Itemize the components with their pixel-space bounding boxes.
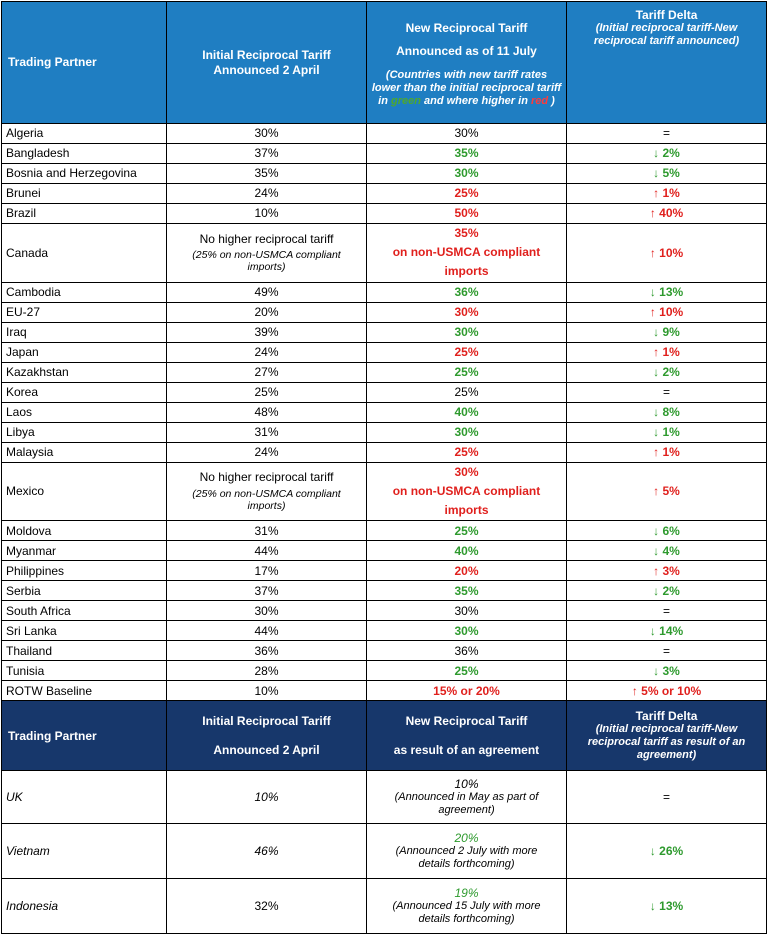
country-name-text: Canada [6, 245, 49, 260]
tariff-delta-value: = [662, 790, 670, 805]
tariff-delta-cell [567, 561, 767, 581]
new-tariff-value: 30% [454, 126, 479, 141]
initial-tariff-value: 37% [254, 146, 279, 161]
table-row [2, 144, 767, 164]
country-name-text: Iraq [6, 324, 27, 339]
initial-tariff-cell [167, 422, 367, 442]
initial-tariff-cell [167, 442, 367, 462]
initial-tariff-cell [167, 124, 367, 144]
initial-tariff-value: 10% [254, 206, 279, 221]
new-tariff-note: on non-USMCA compliant imports [392, 483, 541, 517]
tariff-delta-cell [567, 541, 767, 561]
initial-tariff-value: 24% [254, 186, 279, 201]
initial-tariff-value: 39% [254, 324, 279, 339]
initial-tariff-cell [167, 521, 367, 541]
new-tariff-value: 25% [454, 384, 479, 399]
initial-tariff-value: 28% [254, 663, 279, 678]
country-name [2, 402, 167, 422]
initial-tariff-value: No higher reciprocal tariff [199, 470, 334, 485]
new-tariff-cell [367, 561, 567, 581]
country-name-text: Indonesia [6, 899, 59, 914]
tariff-delta-cell [567, 621, 767, 641]
tariff-delta-cell [567, 402, 767, 422]
initial-tariff-cell [167, 824, 367, 879]
agreement-row [2, 771, 767, 824]
tariff-delta-value: ↑ 5% or 10% [631, 683, 702, 698]
tariff-delta-cell [567, 282, 767, 302]
new-tariff-cell [367, 601, 567, 621]
country-name [2, 184, 167, 204]
initial-tariff-cell [167, 641, 367, 661]
header-row-initial [2, 2, 767, 124]
tariff-delta-cell [567, 302, 767, 322]
new-tariff-value: 50% [454, 206, 479, 221]
new-tariff-cell [367, 402, 567, 422]
country-name [2, 824, 167, 879]
country-name [2, 641, 167, 661]
country-name-text: Myanmar [6, 543, 57, 558]
country-name [2, 661, 167, 681]
country-name [2, 342, 167, 362]
table-row [2, 184, 767, 204]
header-tariff-delta-note: (Initial reciprocal tariff-New reciprocal tariff announced) [593, 22, 740, 48]
country-name-text: South Africa [6, 603, 71, 618]
table-row [2, 342, 767, 362]
initial-tariff-cell [167, 561, 367, 581]
initial-tariff-value: 36% [254, 643, 279, 658]
new-tariff-value: 25% [454, 186, 479, 201]
header2-delta-title: Tariff Delta [635, 709, 698, 724]
new-tariff-cell [367, 462, 567, 521]
table-row [2, 124, 767, 144]
header2-trading-partner: Trading Partner [2, 701, 167, 771]
country-name [2, 581, 167, 601]
tariff-delta-cell [567, 661, 767, 681]
tariff-delta-value: = [662, 643, 670, 658]
new-tariff-cell [367, 184, 567, 204]
new-tariff-cell [367, 302, 567, 322]
country-name [2, 561, 167, 581]
tariff-delta-cell [567, 601, 767, 621]
country-name-text: Brunei [6, 186, 41, 201]
tariff-delta-value: ↑ 40% [649, 206, 684, 221]
country-name-text: Malaysia [6, 444, 54, 459]
new-tariff-cell [367, 282, 567, 302]
header2-initial-sub: Announced 2 April [213, 742, 320, 757]
tariff-delta-value: ↓ 2% [653, 364, 680, 379]
table-row [2, 302, 767, 322]
country-name-text: Mexico [6, 484, 45, 499]
country-name [2, 621, 167, 641]
new-tariff-value: 36% [454, 643, 479, 658]
country-name-text: Korea [6, 384, 39, 399]
country-name [2, 521, 167, 541]
country-name-text: Laos [6, 404, 33, 419]
new-tariff-value: 30% [454, 424, 479, 439]
country-name [2, 601, 167, 621]
country-name [2, 124, 167, 144]
country-name-text: Vietnam [6, 844, 50, 859]
country-name-text: Bangladesh [6, 146, 70, 161]
tariff-delta-cell [567, 771, 767, 824]
tariff-delta-cell [567, 422, 767, 442]
initial-tariff-value: 46% [254, 844, 279, 859]
country-name [2, 442, 167, 462]
initial-tariff-value: 35% [254, 166, 279, 181]
tariff-delta-value: ↓ 2% [653, 146, 680, 161]
tariff-delta-value: ↓ 4% [653, 543, 680, 558]
initial-tariff-cell [167, 879, 367, 934]
tariff-delta-value: ↓ 3% [653, 663, 680, 678]
country-name-text: Cambodia [6, 284, 61, 299]
new-tariff-cell [367, 342, 567, 362]
new-tariff-cell [367, 322, 567, 342]
new-tariff-value: 30% [454, 603, 479, 618]
tariff-delta-value: = [662, 126, 670, 141]
table-row [2, 322, 767, 342]
table-row [2, 641, 767, 661]
table-row [2, 681, 767, 701]
new-tariff-value: 25% [454, 444, 479, 459]
initial-tariff-value: 30% [254, 603, 279, 618]
tariff-delta-cell [567, 824, 767, 879]
tariff-delta-value: ↓ 13% [649, 899, 684, 914]
country-name-text: Bosnia and Herzegovina [6, 166, 137, 181]
new-tariff-value: 19% [454, 886, 479, 901]
initial-tariff-cell [167, 322, 367, 342]
tariff-table [1, 1, 767, 934]
country-name-text: Brazil [6, 206, 37, 221]
new-tariff-cell [367, 621, 567, 641]
tariff-delta-value: ↓ 5% [653, 166, 680, 181]
country-name [2, 771, 167, 824]
new-tariff-cell [367, 362, 567, 382]
initial-tariff-value: 31% [254, 424, 279, 439]
new-tariff-cell [367, 144, 567, 164]
initial-tariff-cell [167, 541, 367, 561]
new-tariff-value: 35% [454, 226, 479, 240]
new-tariff-value: 30% [454, 304, 479, 319]
initial-tariff-cell [167, 681, 367, 701]
header-initial-tariff: Initial Reciprocal Tariff Announced 2 April [167, 2, 367, 124]
table-row [2, 204, 767, 224]
initial-tariff-value: 24% [254, 344, 279, 359]
country-name [2, 144, 167, 164]
initial-tariff-cell [167, 382, 367, 402]
tariff-delta-value: ↓ 8% [653, 404, 680, 419]
table-row [2, 164, 767, 184]
initial-tariff-note: (25% on non-USMCA compliant imports) [192, 248, 341, 274]
new-tariff-value: 30% [454, 166, 479, 181]
table-row [2, 442, 767, 462]
tariff-delta-value: ↓ 6% [653, 523, 680, 538]
header-tariff-delta-title: Tariff Delta [635, 8, 698, 22]
tariff-delta-value: = [662, 384, 670, 399]
country-name [2, 282, 167, 302]
new-tariff-cell [367, 824, 567, 879]
initial-tariff-cell [167, 462, 367, 521]
header-new-tariff-note: (Countries with new tariff rates lower than the initial reciprocal tariff in green and where higher in red ) [371, 68, 562, 107]
new-tariff-note: (Announced 2 July with more details forthcoming) [395, 845, 538, 871]
tariff-delta-cell [567, 184, 767, 204]
new-tariff-cell [367, 641, 567, 661]
new-tariff-cell [367, 771, 567, 824]
table-row [2, 581, 767, 601]
initial-tariff-cell [167, 164, 367, 184]
initial-tariff-cell [167, 581, 367, 601]
table-row [2, 362, 767, 382]
header-new-tariff [367, 2, 567, 124]
header2-new-sub: as result of an agreement [393, 742, 540, 757]
initial-tariff-value: 10% [254, 790, 279, 805]
initial-tariff-value: 31% [254, 523, 279, 538]
new-tariff-cell [367, 541, 567, 561]
table-row [2, 661, 767, 681]
tariff-delta-cell [567, 442, 767, 462]
tariff-delta-value: ↑ 1% [653, 186, 680, 201]
new-tariff-note: (Announced in May as part of agreement) [394, 791, 539, 817]
table-row [2, 402, 767, 422]
initial-tariff-value: 48% [254, 404, 279, 419]
tariff-delta-value: ↑ 3% [653, 563, 680, 578]
new-tariff-cell [367, 681, 567, 701]
new-tariff-value: 40% [454, 543, 479, 558]
country-name-text: Thailand [6, 643, 53, 658]
new-tariff-cell [367, 422, 567, 442]
header-new-tariff-sub: Announced as of 11 July [396, 44, 537, 59]
new-tariff-cell [367, 382, 567, 402]
header2-tariff-delta [567, 701, 767, 771]
tariff-delta-value: ↑ 1% [653, 344, 680, 359]
new-tariff-cell [367, 581, 567, 601]
tariff-delta-cell [567, 581, 767, 601]
initial-tariff-cell [167, 601, 367, 621]
new-tariff-value: 36% [454, 284, 479, 299]
table-row [2, 541, 767, 561]
country-name [2, 681, 167, 701]
tariff-delta-cell [567, 362, 767, 382]
initial-tariff-value: 37% [254, 583, 279, 598]
initial-tariff-cell [167, 771, 367, 824]
table-row [2, 621, 767, 641]
initial-tariff-value: 30% [254, 126, 279, 141]
tariff-delta-cell [567, 879, 767, 934]
new-tariff-value: 25% [454, 364, 479, 379]
new-tariff-value: 20% [454, 563, 479, 578]
initial-tariff-cell [167, 302, 367, 322]
tariff-delta-cell [567, 382, 767, 402]
country-name [2, 224, 167, 283]
tariff-delta-value: ↑ 10% [649, 245, 684, 260]
country-name-text: Philippines [6, 563, 65, 578]
initial-tariff-cell [167, 661, 367, 681]
table-row [2, 382, 767, 402]
new-tariff-note: (Announced 15 July with more details forthcoming) [392, 900, 541, 926]
header-row-agreement [2, 701, 767, 771]
new-tariff-cell [367, 204, 567, 224]
country-name-text: Serbia [6, 583, 41, 598]
initial-tariff-value: 10% [254, 683, 279, 698]
country-name [2, 204, 167, 224]
tariff-delta-value: ↓ 14% [649, 623, 684, 638]
table-row [2, 521, 767, 541]
table-row [2, 561, 767, 581]
table-row [2, 601, 767, 621]
header-tariff-delta [567, 2, 767, 124]
tariff-delta-value: ↑ 5% [653, 484, 680, 499]
initial-tariff-value: 49% [254, 284, 279, 299]
new-tariff-value: 10% [454, 777, 479, 792]
country-name-text: Libya [6, 424, 35, 439]
header2-new-tariff [367, 701, 567, 771]
tariff-delta-cell [567, 342, 767, 362]
initial-tariff-cell [167, 342, 367, 362]
header2-new-title: New Reciprocal Tariff [405, 713, 528, 728]
country-name-text: Japan [6, 344, 39, 359]
country-name-text: EU-27 [6, 304, 41, 319]
tariff-delta-cell [567, 641, 767, 661]
country-name-text: Kazakhstan [6, 364, 69, 379]
new-tariff-note: on non-USMCA compliant imports [392, 245, 541, 279]
tariff-delta-cell [567, 462, 767, 521]
table-row [2, 422, 767, 442]
new-tariff-cell [367, 224, 567, 283]
new-tariff-value: 25% [454, 344, 479, 359]
new-tariff-value: 35% [454, 583, 479, 598]
tariff-delta-value: ↓ 13% [649, 284, 684, 299]
tariff-delta-cell [567, 124, 767, 144]
country-name [2, 164, 167, 184]
initial-tariff-value: 32% [254, 899, 279, 914]
country-name-text: ROTW Baseline [6, 683, 93, 698]
new-tariff-value: 25% [454, 663, 479, 678]
country-name-text: Tunisia [6, 663, 45, 678]
initial-tariff-value: 44% [254, 623, 279, 638]
new-tariff-value: 20% [454, 831, 479, 846]
new-tariff-value: 35% [454, 146, 479, 161]
country-name [2, 879, 167, 934]
initial-tariff-value: 20% [254, 304, 279, 319]
tariff-delta-value: ↓ 26% [649, 844, 684, 859]
new-tariff-cell [367, 164, 567, 184]
country-name-text: Algeria [6, 126, 44, 141]
tariff-delta-cell [567, 144, 767, 164]
new-tariff-value: 30% [454, 324, 479, 339]
table-row [2, 462, 767, 521]
initial-tariff-value: 17% [254, 563, 279, 578]
country-name [2, 362, 167, 382]
tariff-delta-value: = [662, 603, 670, 618]
tariff-delta-cell [567, 681, 767, 701]
new-tariff-cell [367, 879, 567, 934]
tariff-delta-cell [567, 204, 767, 224]
initial-tariff-cell [167, 144, 367, 164]
initial-tariff-value: 25% [254, 384, 279, 399]
new-tariff-value: 15% or 20% [433, 683, 500, 698]
tariff-delta-value: ↓ 1% [653, 424, 680, 439]
table-row [2, 224, 767, 283]
initial-tariff-cell [167, 621, 367, 641]
initial-tariff-cell [167, 362, 367, 382]
country-name [2, 302, 167, 322]
country-name [2, 541, 167, 561]
new-tariff-value: 30% [454, 623, 479, 638]
country-name [2, 462, 167, 521]
new-tariff-value: 25% [454, 523, 479, 538]
new-tariff-cell [367, 442, 567, 462]
initial-tariff-cell [167, 184, 367, 204]
tariff-delta-cell [567, 164, 767, 184]
tariff-delta-cell [567, 322, 767, 342]
tariff-delta-cell [567, 521, 767, 541]
initial-tariff-value: 27% [254, 364, 279, 379]
tariff-delta-cell [567, 224, 767, 283]
country-name [2, 422, 167, 442]
tariff-delta-value: ↓ 9% [653, 324, 680, 339]
header-new-tariff-title: New Reciprocal Tariff [405, 21, 528, 36]
header2-initial-title: Initial Reciprocal Tariff [202, 713, 331, 728]
initial-tariff-cell [167, 402, 367, 422]
header2-initial-tariff [167, 701, 367, 771]
tariff-delta-value: ↑ 1% [653, 444, 680, 459]
initial-tariff-value: No higher reciprocal tariff [199, 231, 334, 246]
agreement-row [2, 824, 767, 879]
initial-tariff-cell [167, 282, 367, 302]
new-tariff-cell [367, 521, 567, 541]
header-trading-partner: Trading Partner [2, 2, 167, 124]
new-tariff-value: 40% [454, 404, 479, 419]
tariff-delta-value: ↑ 10% [649, 304, 684, 319]
country-name-text: UK [6, 790, 23, 805]
new-tariff-cell [367, 661, 567, 681]
tariff-delta-value: ↓ 2% [653, 583, 680, 598]
country-name [2, 382, 167, 402]
header2-delta-note: (Initial reciprocal tariff-New reciprocal tariff as result of an agreement) [587, 723, 746, 762]
initial-tariff-cell [167, 204, 367, 224]
new-tariff-cell [367, 124, 567, 144]
country-name-text: Moldova [6, 523, 52, 538]
country-name [2, 322, 167, 342]
country-name-text: Sri Lanka [6, 623, 57, 638]
new-tariff-value: 30% [454, 464, 479, 479]
initial-tariff-note: (25% on non-USMCA compliant imports) [192, 487, 341, 512]
initial-tariff-value: 24% [254, 444, 279, 459]
initial-tariff-value: 44% [254, 543, 279, 558]
initial-tariff-cell [167, 224, 367, 283]
table-row [2, 282, 767, 302]
agreement-row [2, 879, 767, 934]
